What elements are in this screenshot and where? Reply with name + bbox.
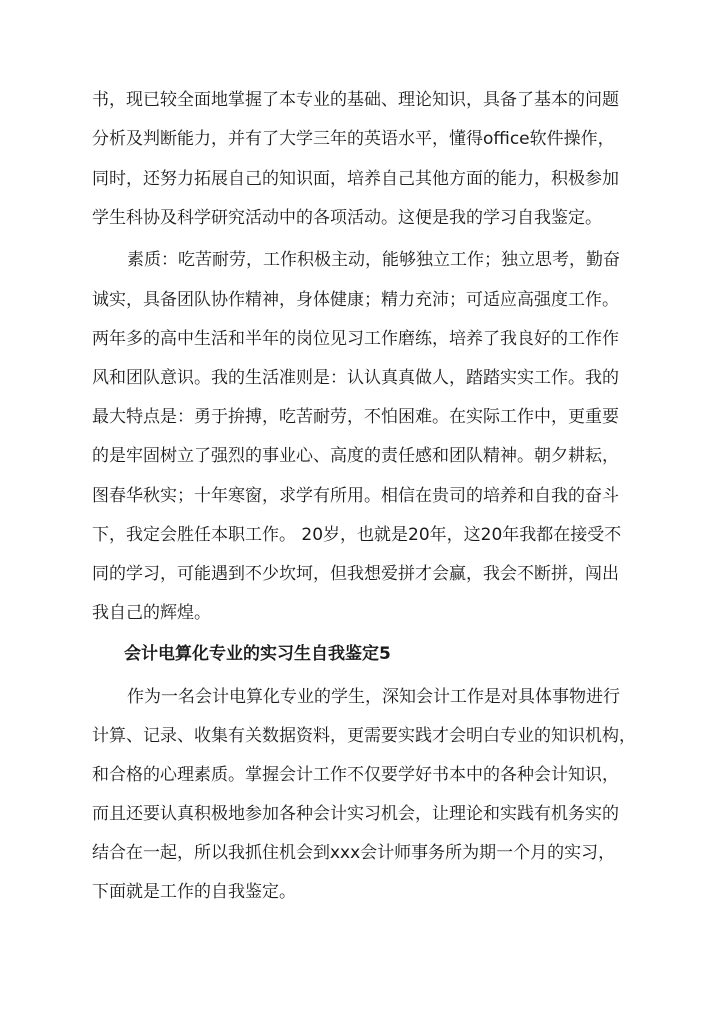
paragraph-3-line-2: 计算、记录、收集有关数据资料，更需要实践才会明白专业的知识机构， <box>92 726 636 746</box>
paragraph-3-line-3: 和合格的心理素质。掌握会计工作不仅要学好书本中的各种会计知识， <box>92 765 619 785</box>
paragraph-2-line-4: 风和团队意识。我的生活准则是：认认真真做人，踏踏实实工作。我的 <box>92 368 619 388</box>
paragraph-1-line-3: 同时，还努力拓展自己的知识面，培养自己其他方面的能力，积极参加 <box>92 169 619 189</box>
paragraph-3-line-4: 而且还要认真积极地参加各种会计实习机会，让理论和实践有机务实的 <box>92 804 619 824</box>
paragraph-1-line-1: 书，现已较全面地掌握了本专业的基础、理论知识，具备了基本的问题 <box>92 90 619 110</box>
paragraph-2-line-3: 两年多的高中生活和半年的岗位见习工作磨练，培养了我良好的工作作 <box>92 329 619 349</box>
paragraph-3-line-5: 结合在一起，所以我抓住机会到xxx会计师事务所为期一个月的实习， <box>92 843 616 863</box>
paragraph-2-line-6: 的是牢固树立了强烈的事业心、高度的责任感和团队精神。朝夕耕耘， <box>92 446 619 466</box>
paragraph-1-line-2: 分析及判断能力，并有了大学三年的英语水平，懂得office软件操作， <box>92 129 615 149</box>
paragraph-2-line-1: 素质：吃苦耐劳，工作积极主动，能够独立工作；独立思考，勤奋 <box>127 250 620 270</box>
paragraph-2-line-2: 诚实，具备团队协作精神，身体健康；精力充沛；可适应高强度工作。 <box>92 290 619 310</box>
paragraph-1-line-4: 学生科协及科学研究活动中的各项活动。这便是我的学习自我鉴定。 <box>92 208 602 228</box>
section-title: 会计电算化专业的实习生自我鉴定5 <box>124 644 391 664</box>
paragraph-3-line-6: 下面就是工作的自我鉴定。 <box>92 882 296 902</box>
paragraph-2-line-9: 同的学习，可能遇到不少坎坷，但我想爱拼才会赢，我会不断拼，闯出 <box>92 564 619 584</box>
paragraph-2-line-8: 下，我定会胜任本职工作。 20岁，也就是20年，这20年我都在接受不 <box>92 525 622 545</box>
paragraph-2-line-10: 我自己的辉煌。 <box>92 603 211 623</box>
paragraph-2-line-5: 最大特点是：勇于拚搏，吃苦耐劳，不怕困难。在实际工作中，更重要 <box>92 407 619 427</box>
paragraph-3-line-1: 作为一名会计电算化专业的学生，深知会计工作是对具体事物进行 <box>127 687 620 707</box>
paragraph-2-line-7: 图春华秋实；十年寒窗，求学有所用。相信在贵司的培养和自我的奋斗 <box>92 486 619 506</box>
